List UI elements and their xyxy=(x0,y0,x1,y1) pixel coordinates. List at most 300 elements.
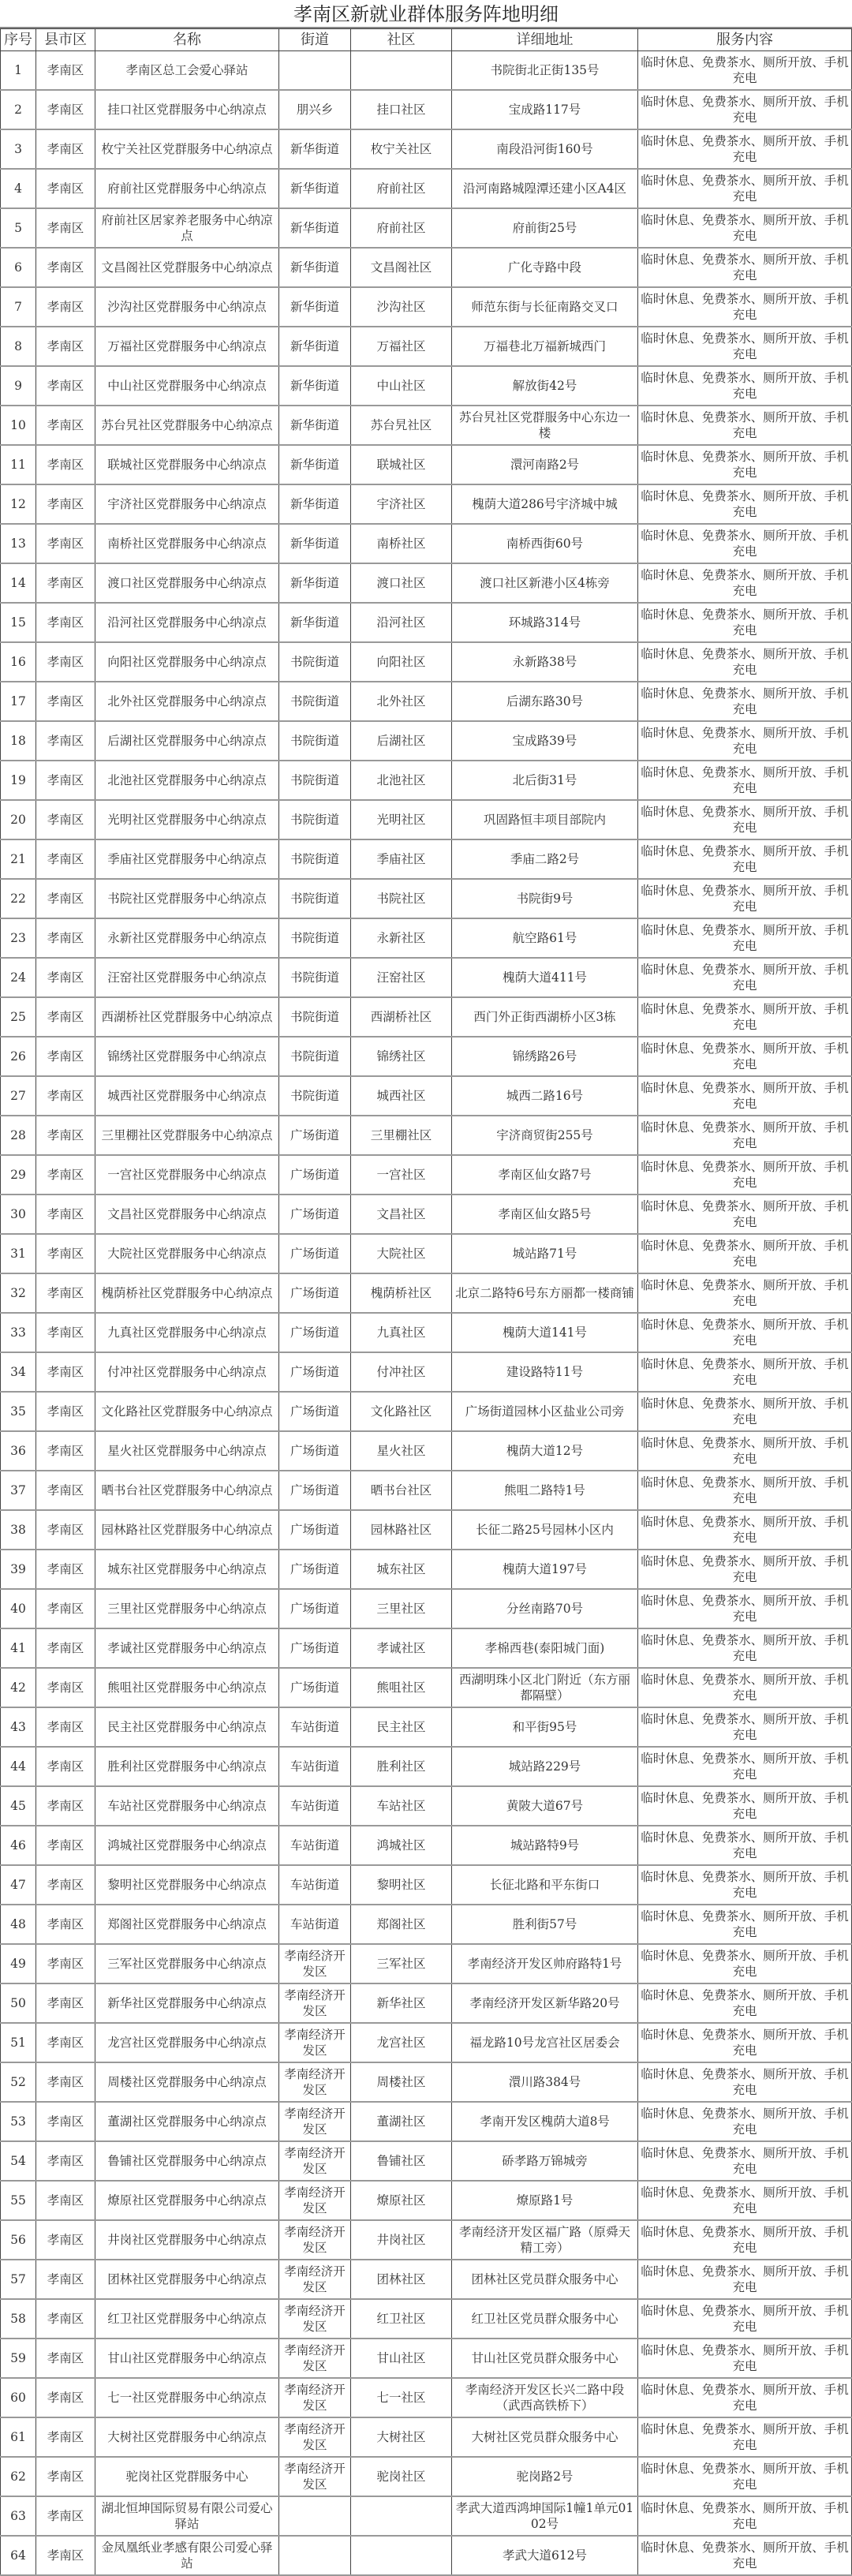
cell-street: 车站街道 xyxy=(279,1747,351,1786)
service-sites-table xyxy=(0,28,852,2576)
cell-service: 临时休息、免费茶水、厕所开放、手机充电 xyxy=(638,1747,852,1786)
cell-county: 孝南区 xyxy=(36,2220,95,2260)
table-row xyxy=(1,1155,852,1195)
cell-county: 孝南区 xyxy=(36,406,95,445)
cell-name: 民主社区党群服务中心纳凉点 xyxy=(95,1707,279,1747)
cell-name: 湖北恒坤国际贸易有限公司爱心驿站 xyxy=(95,2496,279,2536)
cell-service: 临时休息、免费茶水、厕所开放、手机充电 xyxy=(638,1313,852,1352)
table-row xyxy=(1,366,852,406)
cell-index: 2 xyxy=(1,90,36,129)
cell-community: 黎明社区 xyxy=(351,1865,452,1905)
table-row xyxy=(1,761,852,800)
cell-street: 孝南经济开发区 xyxy=(279,2220,351,2260)
cell-index: 54 xyxy=(1,2141,36,2181)
cell-address: 孝南经济开发区福广路（原舜天精工旁） xyxy=(452,2220,638,2260)
cell-county: 孝南区 xyxy=(36,563,95,603)
cell-street: 朋兴乡 xyxy=(279,90,351,129)
cell-street: 孝南经济开发区 xyxy=(279,2141,351,2181)
cell-service: 临时休息、免费茶水、厕所开放、手机充电 xyxy=(638,90,852,129)
cell-name: 晒书台社区党群服务中心纳凉点 xyxy=(95,1471,279,1510)
cell-address: 长征北路和平东街口 xyxy=(452,1865,638,1905)
cell-county: 孝南区 xyxy=(36,90,95,129)
cell-service: 临时休息、免费茶水、厕所开放、手机充电 xyxy=(638,1826,852,1865)
cell-community: 民主社区 xyxy=(351,1707,452,1747)
cell-service: 临时休息、免费茶水、厕所开放、手机充电 xyxy=(638,918,852,958)
cell-address: 府前街25号 xyxy=(452,208,638,248)
cell-name: 枚宁关社区党群服务中心纳凉点 xyxy=(95,129,279,169)
cell-address: 城站路特9号 xyxy=(452,1826,638,1865)
cell-address: 孝南区仙女路7号 xyxy=(452,1155,638,1195)
cell-community: 府前社区 xyxy=(351,208,452,248)
cell-address: 西湖明珠小区北门附近（东方丽都隔壁） xyxy=(452,1668,638,1707)
cell-address: 和平街95号 xyxy=(452,1707,638,1747)
cell-name: 新华社区党群服务中心纳凉点 xyxy=(95,1983,279,2023)
cell-name: 挂口社区党群服务中心纳凉点 xyxy=(95,90,279,129)
cell-county: 孝南区 xyxy=(36,524,95,563)
cell-index: 25 xyxy=(1,997,36,1037)
cell-street: 车站街道 xyxy=(279,1707,351,1747)
cell-index: 4 xyxy=(1,169,36,208)
cell-community: 燎原社区 xyxy=(351,2181,452,2220)
cell-county: 孝南区 xyxy=(36,918,95,958)
cell-service: 临时休息、免费茶水、厕所开放、手机充电 xyxy=(638,524,852,563)
cell-community: 后湖社区 xyxy=(351,721,452,761)
cell-street: 孝南经济开发区 xyxy=(279,2260,351,2299)
table-row xyxy=(1,208,852,248)
cell-community: 鸿城社区 xyxy=(351,1826,452,1865)
table-row xyxy=(1,879,852,918)
cell-service: 临时休息、免费茶水、厕所开放、手机充电 xyxy=(638,721,852,761)
cell-address: 孝南区仙女路5号 xyxy=(452,1195,638,1234)
header-name: 名称 xyxy=(95,29,279,51)
cell-name: 联城社区党群服务中心纳凉点 xyxy=(95,445,279,484)
cell-index: 12 xyxy=(1,484,36,524)
table-row xyxy=(1,997,852,1037)
cell-street: 书院街道 xyxy=(279,1076,351,1116)
cell-address: 宝成路117号 xyxy=(452,90,638,129)
cell-county: 孝南区 xyxy=(36,2339,95,2378)
cell-index: 57 xyxy=(1,2260,36,2299)
cell-name: 沙沟社区党群服务中心纳凉点 xyxy=(95,287,279,327)
cell-community: 沿河社区 xyxy=(351,603,452,642)
cell-address: 环城路314号 xyxy=(452,603,638,642)
cell-county: 孝南区 xyxy=(36,1747,95,1786)
cell-county: 孝南区 xyxy=(36,1826,95,1865)
table-row xyxy=(1,721,852,761)
cell-name: 郑阁社区党群服务中心纳凉点 xyxy=(95,1905,279,1944)
cell-community: 董湖社区 xyxy=(351,2102,452,2141)
cell-street: 书院街道 xyxy=(279,761,351,800)
cell-index: 29 xyxy=(1,1155,36,1195)
cell-street: 广场街道 xyxy=(279,1155,351,1195)
cell-community: 城西社区 xyxy=(351,1076,452,1116)
cell-name: 井岗社区党群服务中心纳凉点 xyxy=(95,2220,279,2260)
cell-service: 临时休息、免费茶水、厕所开放、手机充电 xyxy=(638,1195,852,1234)
cell-county: 孝南区 xyxy=(36,603,95,642)
cell-county: 孝南区 xyxy=(36,51,95,91)
cell-service: 临时休息、免费茶水、厕所开放、手机充电 xyxy=(638,1707,852,1747)
cell-street: 书院街道 xyxy=(279,839,351,879)
cell-name: 团林社区党群服务中心纳凉点 xyxy=(95,2260,279,2299)
cell-address: 锦绣路26号 xyxy=(452,1037,638,1076)
cell-address: 城站路229号 xyxy=(452,1747,638,1786)
cell-index: 14 xyxy=(1,563,36,603)
cell-name: 三里社区党群服务中心纳凉点 xyxy=(95,1589,279,1628)
cell-community: 周楼社区 xyxy=(351,2062,452,2102)
cell-service: 临时休息、免费茶水、厕所开放、手机充电 xyxy=(638,682,852,721)
cell-community: 汪窑社区 xyxy=(351,958,452,997)
table-row xyxy=(1,2102,852,2141)
cell-street: 广场街道 xyxy=(279,1668,351,1707)
cell-community: 郑阁社区 xyxy=(351,1905,452,1944)
cell-community: 文化路社区 xyxy=(351,1392,452,1431)
cell-street: 新华街道 xyxy=(279,563,351,603)
cell-community: 孝诚社区 xyxy=(351,1628,452,1668)
cell-community: 书院社区 xyxy=(351,879,452,918)
cell-community: 渡口社区 xyxy=(351,563,452,603)
cell-county: 孝南区 xyxy=(36,2260,95,2299)
cell-name: 槐荫桥社区党群服务中心纳凉点 xyxy=(95,1273,279,1313)
cell-address: 孝南经济开发区新华路20号 xyxy=(452,1983,638,2023)
cell-county: 孝南区 xyxy=(36,800,95,839)
cell-county: 孝南区 xyxy=(36,1865,95,1905)
cell-service: 临时休息、免费茶水、厕所开放、手机充电 xyxy=(638,879,852,918)
cell-street: 广场街道 xyxy=(279,1589,351,1628)
cell-index: 21 xyxy=(1,839,36,879)
cell-service: 临时休息、免费茶水、厕所开放、手机充电 xyxy=(638,1471,852,1510)
cell-index: 34 xyxy=(1,1352,36,1392)
cell-street: 书院街道 xyxy=(279,997,351,1037)
cell-service: 临时休息、免费茶水、厕所开放、手机充电 xyxy=(638,1589,852,1628)
table-row xyxy=(1,1313,852,1352)
cell-index: 51 xyxy=(1,2023,36,2062)
cell-street: 孝南经济开发区 xyxy=(279,2417,351,2457)
cell-street: 广场街道 xyxy=(279,1471,351,1510)
cell-street: 新华街道 xyxy=(279,603,351,642)
cell-service: 临时休息、免费茶水、厕所开放、手机充电 xyxy=(638,1905,852,1944)
table-row xyxy=(1,839,852,879)
cell-street: 孝南经济开发区 xyxy=(279,1944,351,1983)
cell-service: 临时休息、免费茶水、厕所开放、手机充电 xyxy=(638,51,852,91)
cell-address: 熊咀二路特1号 xyxy=(452,1471,638,1510)
cell-street: 新华街道 xyxy=(279,129,351,169)
table-row xyxy=(1,563,852,603)
table-row xyxy=(1,51,852,91)
cell-address: 城西二路16号 xyxy=(452,1076,638,1116)
cell-index: 47 xyxy=(1,1865,36,1905)
cell-street: 广场街道 xyxy=(279,1628,351,1668)
cell-name: 城西社区党群服务中心纳凉点 xyxy=(95,1076,279,1116)
table-row xyxy=(1,2378,852,2417)
cell-community: 胜利社区 xyxy=(351,1747,452,1786)
cell-service: 临时休息、免费茶水、厕所开放、手机充电 xyxy=(638,1037,852,1076)
cell-street: 新华街道 xyxy=(279,366,351,406)
cell-service: 临时休息、免费茶水、厕所开放、手机充电 xyxy=(638,445,852,484)
cell-community: 挂口社区 xyxy=(351,90,452,129)
cell-community xyxy=(351,51,452,91)
cell-address: 后湖东路30号 xyxy=(452,682,638,721)
cell-address: 宝成路39号 xyxy=(452,721,638,761)
cell-service: 临时休息、免费茶水、厕所开放、手机充电 xyxy=(638,2023,852,2062)
cell-community: 园林路社区 xyxy=(351,1510,452,1550)
cell-address: 永新路38号 xyxy=(452,642,638,682)
cell-address: 广化寺路中段 xyxy=(452,248,638,287)
cell-service: 临时休息、免费茶水、厕所开放、手机充电 xyxy=(638,2378,852,2417)
cell-county: 孝南区 xyxy=(36,839,95,879)
table-row xyxy=(1,406,852,445)
cell-address: 长征二路25号园林小区内 xyxy=(452,1510,638,1550)
cell-index: 27 xyxy=(1,1076,36,1116)
cell-community: 七一社区 xyxy=(351,2378,452,2417)
table-row xyxy=(1,129,852,169)
cell-name: 文化路社区党群服务中心纳凉点 xyxy=(95,1392,279,1431)
cell-service: 临时休息、免费茶水、厕所开放、手机充电 xyxy=(638,1392,852,1431)
cell-name: 九真社区党群服务中心纳凉点 xyxy=(95,1313,279,1352)
cell-index: 38 xyxy=(1,1510,36,1550)
cell-index: 41 xyxy=(1,1628,36,1668)
cell-service: 临时休息、免费茶水、厕所开放、手机充电 xyxy=(638,1273,852,1313)
cell-street: 孝南经济开发区 xyxy=(279,2062,351,2102)
cell-street: 广场街道 xyxy=(279,1234,351,1273)
cell-name: 孝南区总工会爱心驿站 xyxy=(95,51,279,91)
cell-county: 孝南区 xyxy=(36,208,95,248)
cell-street: 孝南经济开发区 xyxy=(279,2339,351,2378)
table-row xyxy=(1,1983,852,2023)
cell-county: 孝南区 xyxy=(36,169,95,208)
cell-name: 后湖社区党群服务中心纳凉点 xyxy=(95,721,279,761)
cell-name: 付冲社区党群服务中心纳凉点 xyxy=(95,1352,279,1392)
table-row xyxy=(1,1589,852,1628)
cell-index: 6 xyxy=(1,248,36,287)
table-row xyxy=(1,682,852,721)
cell-street: 车站街道 xyxy=(279,1826,351,1865)
cell-index: 37 xyxy=(1,1471,36,1510)
cell-county: 孝南区 xyxy=(36,2141,95,2181)
cell-county: 孝南区 xyxy=(36,879,95,918)
table-row xyxy=(1,642,852,682)
cell-county: 孝南区 xyxy=(36,1944,95,1983)
table-row xyxy=(1,2260,852,2299)
cell-address: 孝南开发区槐荫大道8号 xyxy=(452,2102,638,2141)
cell-county: 孝南区 xyxy=(36,2299,95,2339)
cell-community: 宇济社区 xyxy=(351,484,452,524)
cell-county: 孝南区 xyxy=(36,721,95,761)
cell-index: 45 xyxy=(1,1786,36,1826)
table-row xyxy=(1,1826,852,1865)
cell-county: 孝南区 xyxy=(36,1195,95,1234)
cell-name: 大院社区党群服务中心纳凉点 xyxy=(95,1234,279,1273)
header-street: 街道 xyxy=(279,29,351,51)
cell-county: 孝南区 xyxy=(36,366,95,406)
cell-address: 福龙路10号龙宫社区居委会 xyxy=(452,2023,638,2062)
table-row xyxy=(1,1747,852,1786)
cell-index: 30 xyxy=(1,1195,36,1234)
cell-community: 联城社区 xyxy=(351,445,452,484)
cell-community xyxy=(351,2536,452,2575)
cell-county: 孝南区 xyxy=(36,1076,95,1116)
header-county: 县市区 xyxy=(36,29,95,51)
cell-service: 临时休息、免费茶水、厕所开放、手机充电 xyxy=(638,1155,852,1195)
cell-name: 熊咀社区党群服务中心纳凉点 xyxy=(95,1668,279,1707)
cell-street: 书院街道 xyxy=(279,958,351,997)
cell-county: 孝南区 xyxy=(36,1234,95,1273)
table-row xyxy=(1,248,852,287)
cell-service: 临时休息、免费茶水、厕所开放、手机充电 xyxy=(638,997,852,1037)
cell-community: 大院社区 xyxy=(351,1234,452,1273)
table-row xyxy=(1,1076,852,1116)
cell-community xyxy=(351,2496,452,2536)
cell-county: 孝南区 xyxy=(36,2102,95,2141)
cell-service: 临时休息、免费茶水、厕所开放、手机充电 xyxy=(638,169,852,208)
cell-county: 孝南区 xyxy=(36,1392,95,1431)
cell-index: 11 xyxy=(1,445,36,484)
cell-service: 临时休息、免费茶水、厕所开放、手机充电 xyxy=(638,2260,852,2299)
cell-street: 新华街道 xyxy=(279,484,351,524)
cell-street: 广场街道 xyxy=(279,1510,351,1550)
cell-community: 西湖桥社区 xyxy=(351,997,452,1037)
cell-community: 三里社区 xyxy=(351,1589,452,1628)
table-row xyxy=(1,1234,852,1273)
cell-index: 36 xyxy=(1,1431,36,1471)
table-row xyxy=(1,169,852,208)
cell-index: 28 xyxy=(1,1116,36,1155)
table-row xyxy=(1,2023,852,2062)
cell-county: 孝南区 xyxy=(36,1905,95,1944)
cell-service: 临时休息、免费茶水、厕所开放、手机充电 xyxy=(638,287,852,327)
cell-index: 35 xyxy=(1,1392,36,1431)
cell-street: 新华街道 xyxy=(279,287,351,327)
cell-county: 孝南区 xyxy=(36,997,95,1037)
cell-county: 孝南区 xyxy=(36,2457,95,2496)
cell-name: 苏台旯社区党群服务中心纳凉点 xyxy=(95,406,279,445)
cell-community: 槐荫桥社区 xyxy=(351,1273,452,1313)
cell-service: 临时休息、免费茶水、厕所开放、手机充电 xyxy=(638,1668,852,1707)
cell-name: 三军社区党群服务中心纳凉点 xyxy=(95,1944,279,1983)
cell-index: 40 xyxy=(1,1589,36,1628)
cell-name: 星火社区党群服务中心纳凉点 xyxy=(95,1431,279,1471)
cell-index: 46 xyxy=(1,1826,36,1865)
cell-service: 临时休息、免费茶水、厕所开放、手机充电 xyxy=(638,327,852,366)
cell-community: 鲁铺社区 xyxy=(351,2141,452,2181)
cell-index: 23 xyxy=(1,918,36,958)
cell-name: 城东社区党群服务中心纳凉点 xyxy=(95,1550,279,1589)
cell-name: 西湖桥社区党群服务中心纳凉点 xyxy=(95,997,279,1037)
cell-county: 孝南区 xyxy=(36,2181,95,2220)
cell-street: 车站街道 xyxy=(279,1865,351,1905)
cell-address: 澴河南路2号 xyxy=(452,445,638,484)
cell-county: 孝南区 xyxy=(36,2062,95,2102)
cell-address: 城站路71号 xyxy=(452,1234,638,1273)
cell-index: 18 xyxy=(1,721,36,761)
cell-community: 枚宁关社区 xyxy=(351,129,452,169)
cell-name: 一宫社区党群服务中心纳凉点 xyxy=(95,1155,279,1195)
cell-community: 万福社区 xyxy=(351,327,452,366)
cell-index: 5 xyxy=(1,208,36,248)
cell-community: 晒书台社区 xyxy=(351,1471,452,1510)
cell-address: 沿河南路城隍潭还建小区A4区 xyxy=(452,169,638,208)
table-row xyxy=(1,1865,852,1905)
cell-name: 甘山社区党群服务中心纳凉点 xyxy=(95,2339,279,2378)
cell-county: 孝南区 xyxy=(36,642,95,682)
cell-name: 中山社区党群服务中心纳凉点 xyxy=(95,366,279,406)
cell-index: 58 xyxy=(1,2299,36,2339)
cell-index: 50 xyxy=(1,1983,36,2023)
cell-address: 巩固路恒丰项目部院内 xyxy=(452,800,638,839)
cell-name: 书院社区党群服务中心纳凉点 xyxy=(95,879,279,918)
cell-address: 澴川路384号 xyxy=(452,2062,638,2102)
cell-street: 书院街道 xyxy=(279,682,351,721)
cell-service: 临时休息、免费茶水、厕所开放、手机充电 xyxy=(638,958,852,997)
cell-street: 广场街道 xyxy=(279,1431,351,1471)
cell-name: 驼岗社区党群服务中心 xyxy=(95,2457,279,2496)
cell-service: 临时休息、免费茶水、厕所开放、手机充电 xyxy=(638,761,852,800)
cell-community: 九真社区 xyxy=(351,1313,452,1352)
table-row xyxy=(1,2299,852,2339)
page-title: 孝南区新就业群体服务阵地明细 xyxy=(0,0,852,28)
cell-service: 临时休息、免费茶水、厕所开放、手机充电 xyxy=(638,1510,852,1550)
cell-community: 龙宫社区 xyxy=(351,2023,452,2062)
cell-street: 孝南经济开发区 xyxy=(279,1983,351,2023)
table-row xyxy=(1,2496,852,2536)
cell-county: 孝南区 xyxy=(36,2536,95,2575)
cell-service: 临时休息、免费茶水、厕所开放、手机充电 xyxy=(638,1550,852,1589)
cell-service: 临时休息、免费茶水、厕所开放、手机充电 xyxy=(638,839,852,879)
table-row xyxy=(1,1471,852,1510)
cell-county: 孝南区 xyxy=(36,2023,95,2062)
cell-name: 大树社区党群服务中心纳凉点 xyxy=(95,2417,279,2457)
cell-street: 孝南经济开发区 xyxy=(279,2102,351,2141)
cell-index: 55 xyxy=(1,2181,36,2220)
cell-address: 苏台旯社区党群服务中心东边一楼 xyxy=(452,406,638,445)
cell-address: 槐荫大道286号宇济城中城 xyxy=(452,484,638,524)
cell-address: 书院街北正街135号 xyxy=(452,51,638,91)
cell-address: 宇济商贸街255号 xyxy=(452,1116,638,1155)
table-row xyxy=(1,1195,852,1234)
cell-service: 临时休息、免费茶水、厕所开放、手机充电 xyxy=(638,2181,852,2220)
cell-index: 48 xyxy=(1,1905,36,1944)
table-row xyxy=(1,2339,852,2378)
cell-address: 孝棉西巷(泰阳城门面) xyxy=(452,1628,638,1668)
cell-address: 北后街31号 xyxy=(452,761,638,800)
cell-community: 星火社区 xyxy=(351,1431,452,1471)
cell-community: 一宫社区 xyxy=(351,1155,452,1195)
cell-service: 临时休息、免费茶水、厕所开放、手机充电 xyxy=(638,129,852,169)
cell-street xyxy=(279,2496,351,2536)
table-row xyxy=(1,800,852,839)
cell-service: 临时休息、免费茶水、厕所开放、手机充电 xyxy=(638,2339,852,2378)
cell-address: 西门外正街西湖桥小区3栋 xyxy=(452,997,638,1037)
cell-service: 临时休息、免费茶水、厕所开放、手机充电 xyxy=(638,1786,852,1826)
cell-community: 北池社区 xyxy=(351,761,452,800)
cell-county: 孝南区 xyxy=(36,1352,95,1392)
cell-community: 向阳社区 xyxy=(351,642,452,682)
cell-service: 临时休息、免费茶水、厕所开放、手机充电 xyxy=(638,248,852,287)
cell-name: 鸿城社区党群服务中心纳凉点 xyxy=(95,1826,279,1865)
cell-county: 孝南区 xyxy=(36,2496,95,2536)
cell-community: 三军社区 xyxy=(351,1944,452,1983)
cell-index: 26 xyxy=(1,1037,36,1076)
cell-community: 文昌社区 xyxy=(351,1195,452,1234)
cell-county: 孝南区 xyxy=(36,1707,95,1747)
cell-address: 师范东街与长征南路交叉口 xyxy=(452,287,638,327)
cell-street: 广场街道 xyxy=(279,1550,351,1589)
cell-street xyxy=(279,51,351,91)
table-row xyxy=(1,1628,852,1668)
cell-street: 新华街道 xyxy=(279,524,351,563)
cell-name: 沿河社区党群服务中心纳凉点 xyxy=(95,603,279,642)
cell-name: 园林路社区党群服务中心纳凉点 xyxy=(95,1510,279,1550)
table-row xyxy=(1,2181,852,2220)
